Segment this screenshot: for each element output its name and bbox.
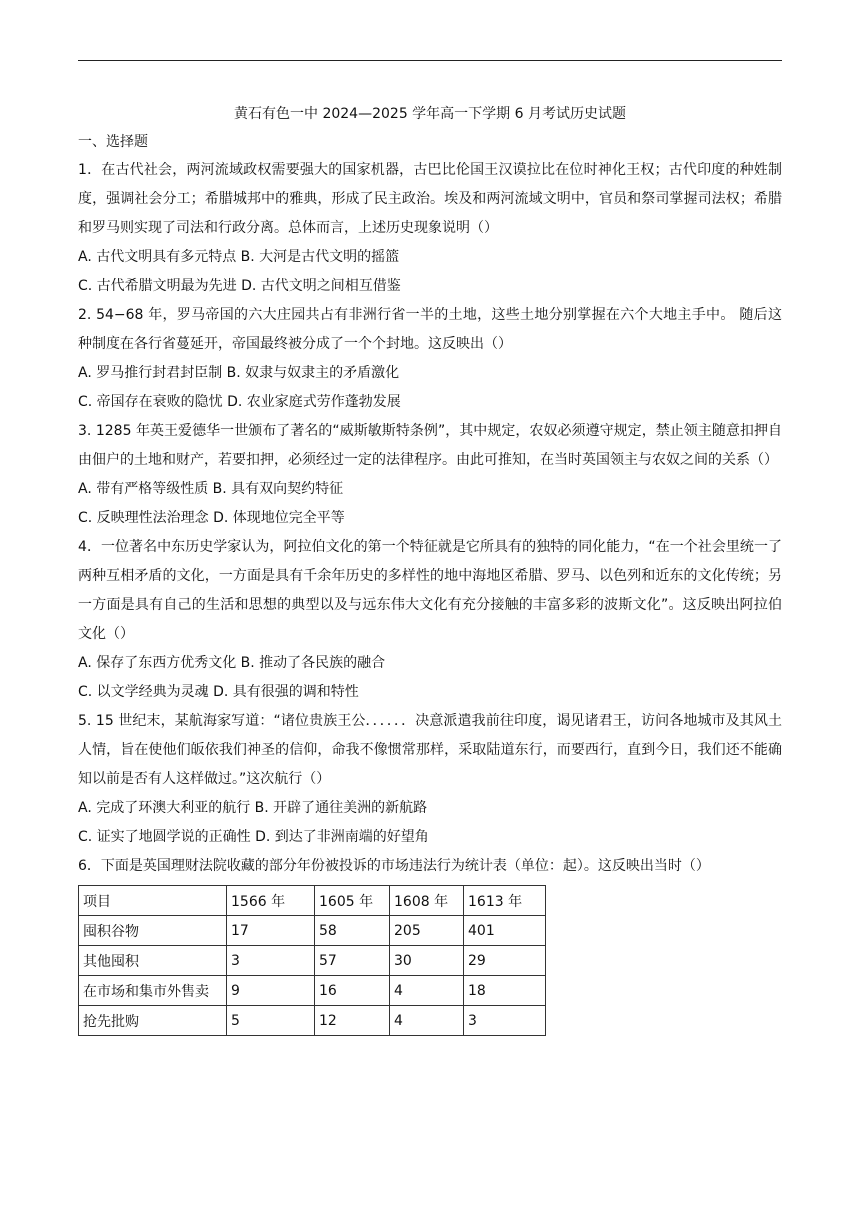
question-options-cd: C. 反映理性法治理念 D. 体现地位完全平等 bbox=[78, 510, 345, 526]
question-options-ab: A. 带有严格等级性质 B. 具有双向契约特征 bbox=[78, 481, 344, 497]
table-header-cell: 项目 bbox=[79, 886, 227, 916]
question-stem: 3. 1285 年英王爱德华一世颁布了著名的“威斯敏斯特条例”，其中规定，农奴必须遵守规定，禁止领主随意扣押自由佃户的土地和财产，若要扣押，必须经过一定的法律程序。由此可推知，在当时英国领主与农奴之间的关系（） bbox=[78, 423, 782, 468]
question-stem: 5. 15 世纪末，某航海家写道：“诸位贵族王公．．．．．．决意派遣我前往印度，谒见诸君王，访问各地城市及其风土人情，旨在使他们皈依我们神圣的信仰，命我不像惯常那样，采取陆道东行，而要西行，直到今日，我们还不能确知以前是否有人这样做过。”这次航行（） bbox=[78, 713, 782, 787]
table-header-cell: 1605 年 bbox=[315, 886, 390, 916]
question-stem: 2. 54−68 年，罗马帝国的六大庄园共占有非洲行省一半的土地，这些土地分别掌握在六个大地主手中。 随后这种制度在各行省蔓延开，帝国最终被分成了一个个封地。这反映出（） bbox=[78, 307, 782, 352]
section-heading: 一、选择题 bbox=[78, 134, 148, 150]
statistics-table bbox=[78, 885, 546, 1036]
table-cell: 18 bbox=[464, 976, 546, 1006]
question-options-ab: A. 罗马推行封君封臣制 B. 奴隶与奴隶主的矛盾激化 bbox=[78, 365, 400, 381]
table-cell: 其他囤积 bbox=[79, 946, 227, 976]
table-cell: 30 bbox=[390, 946, 464, 976]
table-cell: 16 bbox=[315, 976, 390, 1006]
table-cell: 12 bbox=[315, 1006, 390, 1036]
table-row bbox=[79, 916, 546, 946]
question-5 bbox=[78, 707, 782, 852]
table-cell: 9 bbox=[227, 976, 315, 1006]
table-cell: 囤积谷物 bbox=[79, 916, 227, 946]
table-cell: 17 bbox=[227, 916, 315, 946]
question-options-cd: C. 以文学经典为灵魂 D. 具有很强的调和特性 bbox=[78, 684, 359, 700]
table-cell: 在市场和集市外售卖 bbox=[79, 976, 227, 1006]
question-options-ab: A. 古代文明具有多元特点 B. 大河是古代文明的摇篮 bbox=[78, 249, 400, 265]
table-header-row bbox=[79, 886, 546, 916]
table-row bbox=[79, 1006, 546, 1036]
table-cell: 57 bbox=[315, 946, 390, 976]
question-stem: 4．一位著名中东历史学家认为，阿拉伯文化的第一个特征就是它所具有的独特的同化能力，“在一个社会里统一了两种互相矛盾的文化，一方面是具有千余年历史的多样性的地中海地区希腊、罗马、以色列和近东的文化传统；另一方面是具有自己的生活和思想的典型以及与远东伟大文化有充分接触的丰富多彩的波斯文化”。这反映出阿拉伯文化（） bbox=[78, 539, 782, 642]
question-2 bbox=[78, 301, 782, 417]
table-cell: 抢先批购 bbox=[79, 1006, 227, 1036]
exam-page bbox=[78, 100, 782, 1036]
question-stem: 6．下面是英国理财法院收藏的部分年份被投诉的市场违法行为统计表（单位：起）。这反映出当时（） bbox=[78, 858, 710, 874]
question-options-ab: A. 完成了环澳大利亚的航行 B. 开辟了通往美洲的新航路 bbox=[78, 800, 428, 816]
question-options-cd: C. 帝国存在衰败的隐忧 D. 农业家庭式劳作蓬勃发展 bbox=[78, 394, 401, 410]
question-options-cd: C. 古代希腊文明最为先进 D. 古代文明之间相互借鉴 bbox=[78, 278, 401, 294]
table-row bbox=[79, 946, 546, 976]
question-4 bbox=[78, 533, 782, 707]
question-options-cd: C. 证实了地圆学说的正确性 D. 到达了非洲南端的好望角 bbox=[78, 829, 429, 845]
table-header-cell: 1613 年 bbox=[464, 886, 546, 916]
header-rule bbox=[78, 60, 782, 61]
table-cell: 3 bbox=[464, 1006, 546, 1036]
table-cell: 58 bbox=[315, 916, 390, 946]
table-header-cell: 1566 年 bbox=[227, 886, 315, 916]
table-cell: 5 bbox=[227, 1006, 315, 1036]
question-options-ab: A. 保存了东西方优秀文化 B. 推动了各民族的融合 bbox=[78, 655, 386, 671]
table-cell: 29 bbox=[464, 946, 546, 976]
table-cell: 4 bbox=[390, 976, 464, 1006]
question-stem: 1．在古代社会，两河流域政权需要强大的国家机器，古巴比伦国王汉谟拉比在位时神化王权；古代印度的种姓制度，强调社会分工；希腊城邦中的雅典，形成了民主政治。埃及和两河流域文明中，官员和祭司掌握司法权；希腊和罗马则实现了司法和行政分离。总体而言，上述历史现象说明（） bbox=[78, 162, 782, 236]
question-6 bbox=[78, 852, 782, 1036]
question-1 bbox=[78, 156, 782, 301]
table-cell: 3 bbox=[227, 946, 315, 976]
exam-title: 黄石有色一中 2024—2025 学年高一下学期 6 月考试历史试题 bbox=[234, 106, 626, 122]
table-cell: 4 bbox=[390, 1006, 464, 1036]
table-header-cell: 1608 年 bbox=[390, 886, 464, 916]
question-3 bbox=[78, 417, 782, 533]
table-cell: 205 bbox=[390, 916, 464, 946]
table-cell: 401 bbox=[464, 916, 546, 946]
table-row bbox=[79, 976, 546, 1006]
